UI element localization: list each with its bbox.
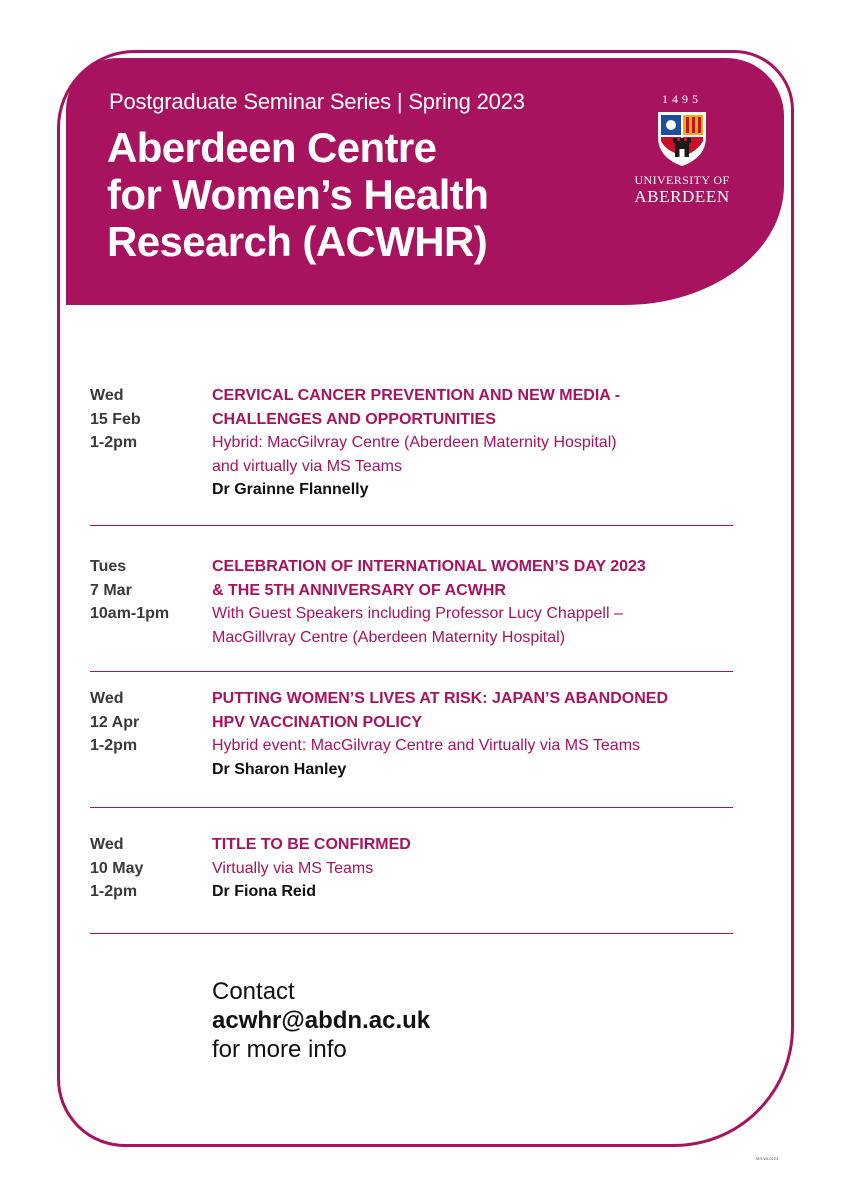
divider (90, 933, 733, 934)
divider (90, 525, 733, 526)
crest-icon (657, 111, 707, 167)
logo-line-university: UNIVERSITY OF (634, 173, 730, 187)
contact-suffix: for more info (212, 1036, 347, 1063)
title-line: for Women’s Health (107, 171, 489, 218)
event-detail: Hybrid event: MacGilvray Centre and Virtually via MS Teams (212, 737, 641, 754)
contact-label: Contact (212, 978, 295, 1005)
event-detail: Virtually via MS Teams (212, 859, 374, 877)
event-day: Wed (90, 387, 124, 404)
event-body (212, 555, 732, 649)
event-when (90, 833, 200, 904)
title-line: Aberdeen Centre (107, 124, 437, 171)
event-speaker: Dr Grainne Flannelly (212, 481, 369, 498)
logo-year: 1495 (662, 92, 702, 106)
event-day: Wed (90, 690, 124, 707)
event-day: Wed (90, 836, 124, 853)
divider (90, 807, 733, 808)
event-title: HPV VACCINATION POLICY (212, 713, 423, 731)
event-detail: MacGillvray Centre (Aberdeen Maternity Hospital) (212, 628, 566, 646)
event-when (90, 555, 200, 626)
title-line: Research (ACWHR) (107, 218, 488, 265)
page-title (107, 124, 577, 265)
event-time: 1-2pm (90, 434, 138, 451)
event-day: Tues (90, 558, 127, 575)
event-date: 10 May (90, 859, 144, 877)
divider (90, 671, 733, 672)
contact-block (212, 977, 430, 1064)
event-title: CHALLENGES AND OPPORTUNITIES (212, 410, 496, 428)
event-body (212, 833, 732, 904)
event-date: 7 Mar (90, 581, 132, 599)
series-subtitle: Postgraduate Seminar Series | Spring 2023 (109, 89, 525, 114)
event-title: CERVICAL CANCER PREVENTION AND NEW MEDIA - (212, 387, 621, 404)
event-date: 15 Feb (90, 410, 141, 428)
event-date: 12 Apr (90, 713, 140, 731)
event-detail: and virtually via MS Teams (212, 457, 402, 475)
event-time: 1-2pm (90, 883, 138, 900)
event-title: TITLE TO BE CONFIRMED (212, 836, 411, 853)
event-title: PUTTING WOMEN’S LIVES AT RISK: JAPAN’S ABANDONED (212, 690, 669, 707)
footnote-code: MS-WL0123 (756, 1156, 779, 1161)
event-title: & THE 5TH ANNIVERSARY OF ACWHR (212, 581, 506, 599)
logo-line-aberdeen: ABERDEEN (634, 187, 730, 206)
event-detail: Hybrid: MacGilvray Centre (Aberdeen Maternity Hospital) (212, 434, 617, 451)
event-time: 1-2pm (90, 737, 138, 754)
contact-email-link[interactable]: acwhr@abdn.ac.uk (212, 1007, 431, 1034)
event-time: 10am-1pm (90, 605, 170, 622)
event-when (90, 687, 200, 758)
event-when (90, 384, 200, 455)
event-detail: With Guest Speakers including Professor Lucy Chappell – (212, 605, 623, 622)
university-logo (628, 92, 736, 206)
event-speaker: Dr Fiona Reid (212, 883, 317, 900)
event-speaker: Dr Sharon Hanley (212, 760, 347, 778)
event-body (212, 687, 732, 781)
event-body (212, 384, 732, 502)
event-title: CELEBRATION OF INTERNATIONAL WOMEN’S DAY 2023 (212, 558, 646, 575)
